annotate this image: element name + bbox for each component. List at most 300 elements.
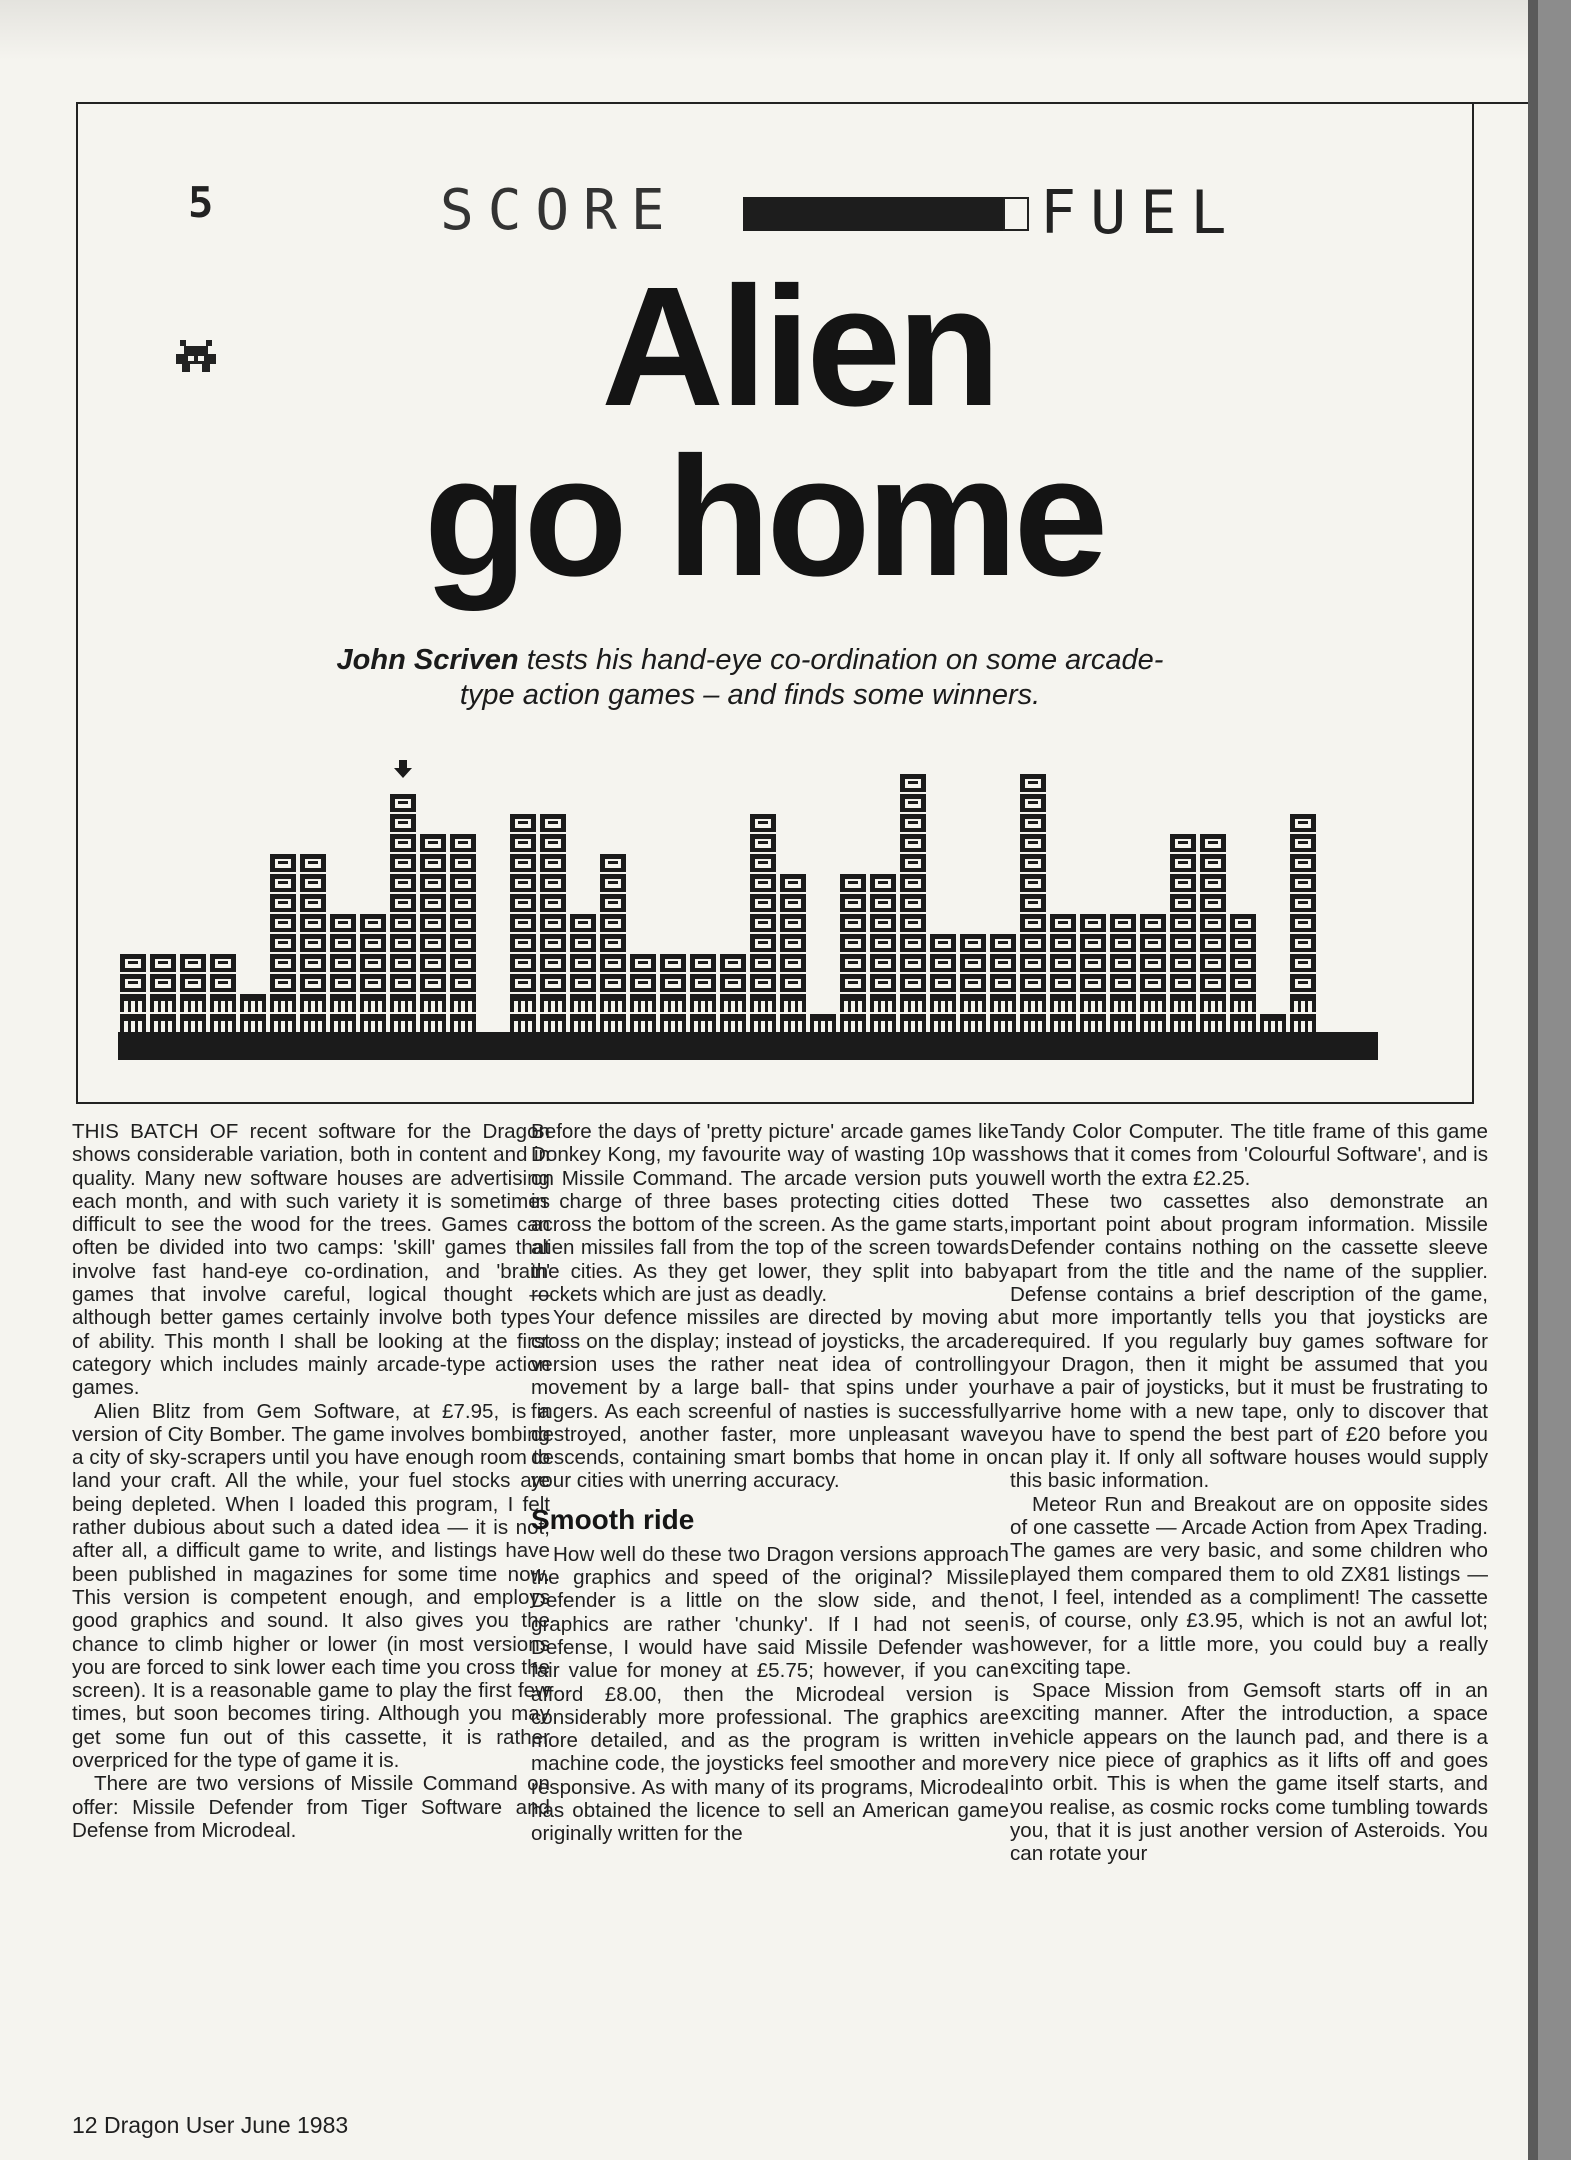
- ground-block: [390, 1014, 416, 1032]
- building-block: [180, 954, 206, 972]
- building-block: [450, 854, 476, 872]
- building-block: [960, 954, 986, 972]
- building-block: [510, 834, 536, 852]
- building-block: [750, 954, 776, 972]
- building-block: [960, 934, 986, 952]
- building-block: [1080, 934, 1106, 952]
- building-block: [750, 874, 776, 892]
- headline-line-2: go home: [423, 422, 1105, 612]
- building-block: [420, 894, 446, 912]
- ground-block: [1230, 1014, 1256, 1032]
- building-block: [1230, 954, 1256, 972]
- building-block: [1200, 834, 1226, 852]
- ground-strip: [118, 1032, 1378, 1060]
- paragraph: Space Mission from Gemsoft starts off in an exciting manner. After the introduction, a space vehicle appears on the launch pad, and there is a very nice piece of graphics as it lifts off and goes into orbit. This is when the game itself starts, and you realise, as cosmic rocks come tumbling towards you, that it is just another version of Asteroids. You can rotate your: [1010, 1679, 1488, 1866]
- building-block: [360, 974, 386, 992]
- building-block: [390, 814, 416, 832]
- column-1: [72, 1120, 550, 1842]
- building-block: [390, 854, 416, 872]
- ground-block: [1110, 1014, 1136, 1032]
- paragraph: Tandy Color Computer. The title frame of this game shows that it comes from 'Colourful Software', and is well worth the extra £2.25.: [1010, 1120, 1488, 1190]
- building-block: [330, 954, 356, 972]
- building-block: [660, 954, 686, 972]
- building-block: [540, 934, 566, 952]
- building-block: [690, 954, 716, 972]
- ground-block: [1050, 1014, 1076, 1032]
- building-block: [390, 834, 416, 852]
- building-block: [600, 894, 626, 912]
- building-block: [360, 914, 386, 932]
- building-block: [840, 954, 866, 972]
- paragraph: Alien Blitz from Gem Software, at £7.95, is a version of City Bomber. The game involves bombing a city of sky-scrapers until you have enough room to land your craft. All the while, your fuel stocks are being depleted. When I loaded this program, I felt rather dubious about such a dated idea — it is not, after all, a difficult game to write, and listings have been published in magazines for some time now. This version is competent enough, and employs good graphics and sound. It also gives you the chance to climb higher or lower (in most versions you are forced to sink lower each time you cross the screen). It is a reasonable game to play the first few times, but soon becomes tiring. Although you may get some fun out of this cassette, it is rather overpriced for the type of game it is.: [72, 1399, 550, 1773]
- building-block: [720, 954, 746, 972]
- building-block: [390, 974, 416, 992]
- standfirst: [310, 643, 1190, 713]
- building-block: [120, 954, 146, 972]
- building-block: [540, 954, 566, 972]
- ground-block: [960, 994, 986, 1012]
- paragraph: Your defence missiles are directed by moving a cross on the display; instead of joysticks, the arcade version uses the rather neat idea of controlling movement by a large ball- that spins under your fingers. As each screenful of nasties is successfully destroyed, another faster, more unpleasant wave descends, containing smart bombs that home in on your cities with unerring accuracy.: [531, 1306, 1009, 1493]
- building-block: [450, 914, 476, 932]
- building-block: [750, 914, 776, 932]
- building-block: [270, 914, 296, 932]
- building-block: [210, 974, 236, 992]
- building-block: [600, 954, 626, 972]
- building-block: [750, 894, 776, 912]
- building-block: [1020, 914, 1046, 932]
- ground-block: [1200, 994, 1226, 1012]
- ground-block: [1260, 1014, 1286, 1032]
- building-block: [870, 874, 896, 892]
- building-block: [1230, 914, 1256, 932]
- building-block: [1110, 934, 1136, 952]
- building-block: [1230, 974, 1256, 992]
- building-block: [900, 874, 926, 892]
- building-block: [750, 834, 776, 852]
- building-block: [570, 914, 596, 932]
- ground-block: [150, 994, 176, 1012]
- building-block: [930, 934, 956, 952]
- building-block: [420, 874, 446, 892]
- building-block: [300, 854, 326, 872]
- building-block: [930, 974, 956, 992]
- building-block: [1110, 954, 1136, 972]
- building-block: [870, 894, 896, 912]
- building-block: [1290, 814, 1316, 832]
- building-block: [1140, 954, 1166, 972]
- building-block: [570, 954, 596, 972]
- building-block: [870, 974, 896, 992]
- building-block: [1200, 914, 1226, 932]
- building-block: [1020, 854, 1046, 872]
- ground-block: [990, 994, 1016, 1012]
- ground-block: [780, 994, 806, 1012]
- building-block: [900, 954, 926, 972]
- ground-block: [240, 994, 266, 1012]
- building-block: [900, 834, 926, 852]
- building-block: [900, 794, 926, 812]
- building-block: [540, 854, 566, 872]
- building-block: [390, 794, 416, 812]
- ground-block: [540, 1014, 566, 1032]
- building-block: [630, 974, 656, 992]
- building-block: [1170, 974, 1196, 992]
- ground-block: [420, 994, 446, 1012]
- building-block: [390, 954, 416, 972]
- column-3: [1010, 1120, 1488, 1866]
- subheading: Smooth ride: [531, 1503, 695, 1535]
- building-block: [750, 854, 776, 872]
- building-block: [150, 954, 176, 972]
- building-block: [450, 834, 476, 852]
- building-block: [1050, 914, 1076, 932]
- hud-fuel-label: FUEL: [1040, 178, 1241, 248]
- building-block: [780, 894, 806, 912]
- building-block: [1020, 814, 1046, 832]
- building-block: [1170, 854, 1196, 872]
- ground-block: [1140, 994, 1166, 1012]
- ground-block: [1020, 994, 1046, 1012]
- ground-block: [330, 1014, 356, 1032]
- building-block: [450, 934, 476, 952]
- ground-block: [810, 1014, 836, 1032]
- building-block: [600, 854, 626, 872]
- building-block: [1290, 894, 1316, 912]
- building-block: [570, 934, 596, 952]
- ground-block: [870, 1014, 896, 1032]
- ground-block: [1170, 1014, 1196, 1032]
- building-block: [510, 974, 536, 992]
- building-block: [900, 854, 926, 872]
- building-block: [510, 854, 536, 872]
- building-block: [600, 934, 626, 952]
- building-block: [780, 934, 806, 952]
- ground-block: [420, 1014, 446, 1032]
- ground-block: [210, 994, 236, 1012]
- building-block: [750, 934, 776, 952]
- ground-block: [180, 1014, 206, 1032]
- building-block: [510, 934, 536, 952]
- building-block: [1230, 934, 1256, 952]
- ground-block: [870, 994, 896, 1012]
- ground-block: [300, 994, 326, 1012]
- paragraph: THIS BATCH OF recent software for the Dragon shows considerable variation, both in content and in quality. Many new software houses are advertising each month, and with such variety it is sometimes difficult to see the wood for the trees. Games can often be divided into two camps: 'skill' games that involve fast hand-eye co-ordination, and 'brain' games that involve careful, logical thought — although better games certainly involve both types of ability. This month I shall be looking at the first category which includes mainly arcade-type action games.: [72, 1120, 550, 1400]
- ground-block: [900, 994, 926, 1012]
- ground-block: [690, 994, 716, 1012]
- building-block: [840, 974, 866, 992]
- building-block: [720, 974, 746, 992]
- building-block: [1290, 874, 1316, 892]
- building-block: [780, 954, 806, 972]
- ground-block: [570, 994, 596, 1012]
- building-block: [750, 814, 776, 832]
- ground-block: [1110, 994, 1136, 1012]
- building-block: [270, 874, 296, 892]
- building-block: [390, 934, 416, 952]
- ground-block: [1080, 994, 1106, 1012]
- ground-block: [930, 994, 956, 1012]
- building-block: [990, 934, 1016, 952]
- ground-block: [720, 1014, 746, 1032]
- building-block: [1290, 934, 1316, 952]
- building-block: [1170, 874, 1196, 892]
- building-block: [1140, 934, 1166, 952]
- fuel-gauge-empty: [1003, 197, 1029, 231]
- building-block: [450, 894, 476, 912]
- ground-block: [690, 1014, 716, 1032]
- ground-block: [570, 1014, 596, 1032]
- building-block: [420, 854, 446, 872]
- ground-block: [450, 994, 476, 1012]
- ground-block: [1290, 994, 1316, 1012]
- building-block: [540, 814, 566, 832]
- ground-block: [360, 994, 386, 1012]
- ground-block: [960, 1014, 986, 1032]
- page-footer: 12 Dragon User June 1983: [72, 2112, 349, 2138]
- building-block: [540, 914, 566, 932]
- building-block: [540, 834, 566, 852]
- building-block: [270, 894, 296, 912]
- building-block: [150, 974, 176, 992]
- building-block: [1170, 894, 1196, 912]
- building-block: [1140, 914, 1166, 932]
- ground-block: [750, 994, 776, 1012]
- ground-block: [330, 994, 356, 1012]
- building-block: [570, 974, 596, 992]
- ground-block: [1020, 1014, 1046, 1032]
- building-block: [1050, 974, 1076, 992]
- ground-block: [930, 1014, 956, 1032]
- building-block: [630, 954, 656, 972]
- building-block: [1170, 914, 1196, 932]
- city-skyline-illustration: [118, 760, 1378, 1060]
- building-block: [1110, 914, 1136, 932]
- ground-block: [120, 994, 146, 1012]
- building-block: [690, 974, 716, 992]
- building-block: [1050, 934, 1076, 952]
- ground-block: [1290, 1014, 1316, 1032]
- headline-line-1: Alien: [601, 252, 997, 442]
- building-block: [180, 974, 206, 992]
- building-block: [1200, 954, 1226, 972]
- building-block: [510, 914, 536, 932]
- next-page-edge: [1528, 0, 1571, 2160]
- building-block: [1140, 974, 1166, 992]
- paragraph: How well do these two Dragon versions approach the graphics and speed of the original? Missile Defender is a little on the slow side, and the graphics are rather 'chunky'. If I had not seen Defense, I would have said Missile Defender was fair value for money at £5.75; however, if you can afford £8.00, then the Microdeal version is considerably more professional. The graphics are more detailed, and as the program is written in machine code, the joysticks feel smoother and more responsive. As with many of its programs, Microdeal has obtained the licence to sell an American game originally written for the: [531, 1542, 1009, 1846]
- building-block: [660, 974, 686, 992]
- building-block: [210, 954, 236, 972]
- hud-score-label: SCORE: [440, 178, 679, 243]
- paragraph: There are two versions of Missile Command on offer: Missile Defender from Tiger Software and Defense from Microdeal.: [72, 1772, 550, 1842]
- building-block: [300, 914, 326, 932]
- building-block: [420, 934, 446, 952]
- building-block: [1020, 934, 1046, 952]
- building-block: [900, 894, 926, 912]
- building-block: [1020, 974, 1046, 992]
- building-block: [1290, 914, 1316, 932]
- ground-block: [210, 1014, 236, 1032]
- building-block: [300, 954, 326, 972]
- ground-block: [150, 1014, 176, 1032]
- ground-block: [720, 994, 746, 1012]
- building-block: [1290, 974, 1316, 992]
- ground-block: [390, 994, 416, 1012]
- building-block: [750, 974, 776, 992]
- building-block: [990, 954, 1016, 972]
- standfirst-author: John Scriven: [336, 644, 519, 676]
- building-block: [1290, 854, 1316, 872]
- fuel-gauge-fill: [743, 197, 1003, 231]
- ground-block: [630, 1014, 656, 1032]
- building-block: [1020, 834, 1046, 852]
- ground-block: [1050, 994, 1076, 1012]
- hud-level-number: 5: [188, 178, 214, 227]
- building-block: [840, 934, 866, 952]
- building-block: [1020, 874, 1046, 892]
- building-block: [390, 874, 416, 892]
- ground-block: [840, 1014, 866, 1032]
- building-block: [840, 874, 866, 892]
- ground-block: [510, 1014, 536, 1032]
- building-block: [1290, 834, 1316, 852]
- ground-block: [120, 1014, 146, 1032]
- building-block: [1110, 974, 1136, 992]
- building-block: [450, 874, 476, 892]
- building-block: [360, 954, 386, 972]
- ground-block: [1080, 1014, 1106, 1032]
- building-block: [870, 954, 896, 972]
- ground-block: [300, 1014, 326, 1032]
- paragraph: Meteor Run and Breakout are on opposite sides of one cassette — Arcade Action from Apex Trading. The games are very basic, and some children who played them compared them to old ZX81 listings — not, I feel, intended as a compliment! The cassette is, of course, only £3.95, which is not an awful lot; however, for a little more, you could buy a really exciting tape.: [1010, 1492, 1488, 1679]
- building-block: [600, 914, 626, 932]
- page-top-shade: [0, 0, 1528, 60]
- building-block: [300, 874, 326, 892]
- building-block: [330, 974, 356, 992]
- ground-block: [660, 1014, 686, 1032]
- building-block: [360, 934, 386, 952]
- ground-block: [1170, 994, 1196, 1012]
- building-block: [1080, 954, 1106, 972]
- building-block: [1020, 894, 1046, 912]
- building-block: [780, 874, 806, 892]
- ground-block: [270, 994, 296, 1012]
- ground-block: [660, 994, 686, 1012]
- building-block: [1170, 834, 1196, 852]
- ground-block: [750, 1014, 776, 1032]
- building-block: [960, 974, 986, 992]
- building-block: [990, 974, 1016, 992]
- building-block: [270, 974, 296, 992]
- building-block: [780, 974, 806, 992]
- ground-block: [1230, 994, 1256, 1012]
- building-block: [300, 894, 326, 912]
- building-block: [300, 934, 326, 952]
- ground-block: [1200, 1014, 1226, 1032]
- building-block: [870, 914, 896, 932]
- ground-block: [270, 1014, 296, 1032]
- building-block: [450, 954, 476, 972]
- ground-block: [840, 994, 866, 1012]
- ground-block: [1140, 1014, 1166, 1032]
- standfirst-text: tests his hand-eye co-ordination on some arcade-type action games – and finds some winners.: [459, 644, 1164, 711]
- frame-rule: [76, 102, 1528, 104]
- ground-block: [600, 994, 626, 1012]
- ground-block: [360, 1014, 386, 1032]
- ground-block: [630, 994, 656, 1012]
- building-block: [1200, 854, 1226, 872]
- building-block: [1200, 974, 1226, 992]
- paragraph: Before the days of 'pretty picture' arcade games like Donkey Kong, my favourite way of wasting 10p was on Missile Command. The arcade version puts you in charge of three bases protecting cities dotted across the bottom of the screen. As the game starts, alien missiles fall from the top of the screen towards the cities. As they get lower, they split into baby rockets which are just as deadly.: [531, 1120, 1009, 1307]
- building-block: [540, 894, 566, 912]
- building-block: [510, 874, 536, 892]
- building-block: [510, 814, 536, 832]
- building-block: [1200, 894, 1226, 912]
- ground-block: [240, 1014, 266, 1032]
- building-block: [900, 814, 926, 832]
- building-block: [1170, 934, 1196, 952]
- building-block: [270, 954, 296, 972]
- building-block: [900, 974, 926, 992]
- building-block: [270, 854, 296, 872]
- building-block: [1200, 934, 1226, 952]
- column-2: [531, 1120, 1009, 1846]
- building-block: [510, 954, 536, 972]
- building-block: [840, 894, 866, 912]
- building-block: [1080, 974, 1106, 992]
- building-block: [930, 954, 956, 972]
- ground-block: [900, 1014, 926, 1032]
- building-block: [330, 914, 356, 932]
- building-block: [780, 914, 806, 932]
- ground-block: [450, 1014, 476, 1032]
- building-block: [390, 914, 416, 932]
- building-block: [900, 934, 926, 952]
- falling-bomb-icon: [394, 760, 412, 778]
- building-block: [840, 914, 866, 932]
- building-block: [1290, 954, 1316, 972]
- building-block: [420, 974, 446, 992]
- building-block: [1020, 774, 1046, 792]
- ground-block: [540, 994, 566, 1012]
- building-block: [900, 914, 926, 932]
- ground-block: [180, 994, 206, 1012]
- ground-block: [600, 1014, 626, 1032]
- ground-block: [510, 994, 536, 1012]
- building-block: [1200, 874, 1226, 892]
- building-block: [450, 974, 476, 992]
- building-block: [1170, 954, 1196, 972]
- building-block: [1050, 954, 1076, 972]
- building-block: [420, 914, 446, 932]
- building-block: [1020, 794, 1046, 812]
- building-block: [510, 894, 536, 912]
- building-block: [600, 974, 626, 992]
- building-block: [120, 974, 146, 992]
- building-block: [600, 874, 626, 892]
- building-block: [1020, 954, 1046, 972]
- building-block: [540, 974, 566, 992]
- building-block: [540, 874, 566, 892]
- building-block: [420, 954, 446, 972]
- building-block: [1080, 914, 1106, 932]
- building-block: [870, 934, 896, 952]
- building-block: [390, 894, 416, 912]
- building-block: [420, 834, 446, 852]
- building-block: [330, 934, 356, 952]
- building-block: [300, 974, 326, 992]
- paragraph: These two cassettes also demonstrate an important point about program information. Missile Defender contains nothing on the cassette sleeve apart from the title and the name of the supplier. Defense contains a brief description of the game, but more importantly tells you that joysticks are required. If you regularly buy games software for your Dragon, then it might be assumed that you have a pair of joysticks, but it must be frustrating to arrive home with a new tape, only to discover that you have to spend the best part of £20 before you can play it. If only all software houses would supply this basic information.: [1010, 1189, 1488, 1493]
- ground-block: [990, 1014, 1016, 1032]
